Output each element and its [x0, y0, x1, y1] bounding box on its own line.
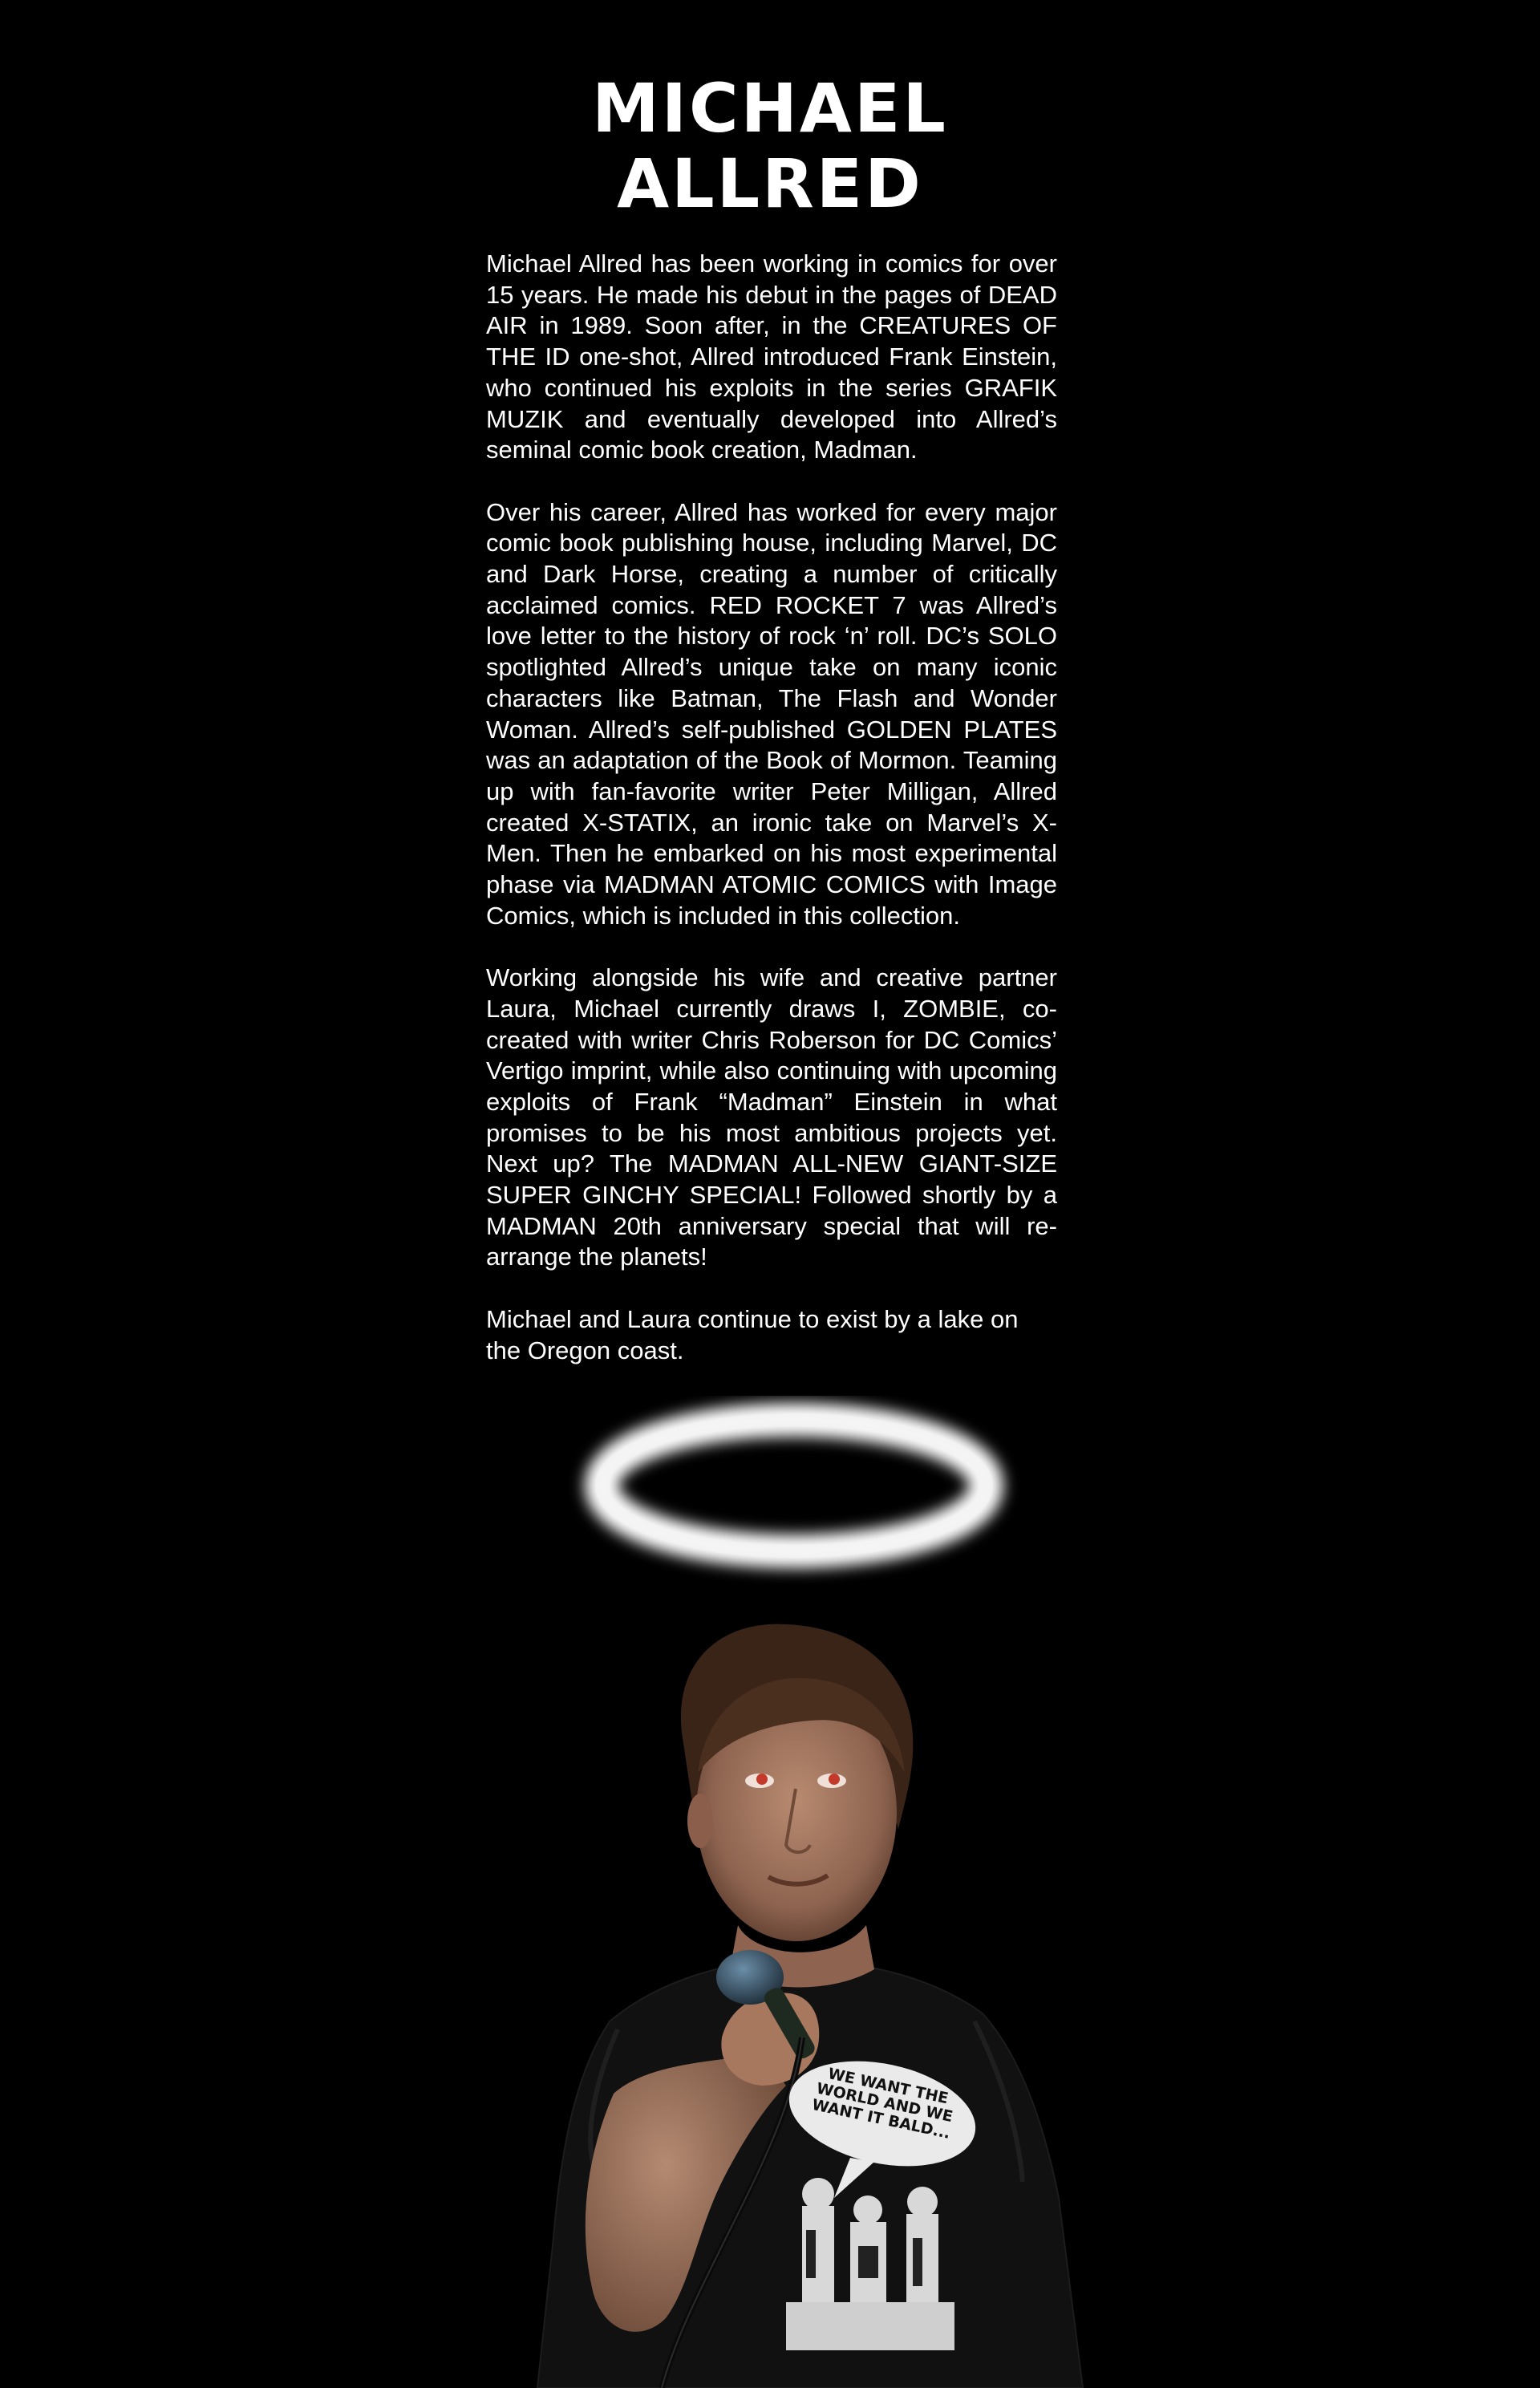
bio-paragraph: Over his career, Allred has worked for every major comic book publishing house, including Marvel, DC and Dark Horse, creating a number of critically acclaimed comics. RED ROCKET 7 was Allred’s love letter to the history of rock ‘n’ roll. DC’s SOLO spotlighted Allred’s unique take on many iconic characters like Batman, The Flash and Wonder Woman. Allred’s self-published GOLDEN PLATES was an adaptation of the Book of Mormon. Teaming up with fan-favorite writer Peter Milligan, Allred created X-STATIX, an ironic take on Marvel’s X-Men. Then he embarked on his most experimental phase via MADMAN ATOMIC COMICS with Image Comics, which is included in this collection. — [486, 497, 1057, 930]
shirt-text: WE WANT THE WORLD AND WE WANT IT BALD... — [810, 2065, 954, 2143]
title-line-1: MICHAEL — [592, 69, 948, 148]
bio-paragraph: Working alongside his wife and creative partner Laura, Michael currently draws I, ZOMBIE, co-created with writer Chris Roberson for DC Comics’ Vertigo imprint, while also continuing with upcoming exploits of Frank “Madman” Einstein in what promises to be his most ambitious projects yet. Next up? The MADMAN ALL-NEW GIANT-SIZE SUPER GINCHY SPECIAL! Followed shortly by a MADMAN 20th anniversary special that will re-arrange the planets! — [486, 963, 1057, 1271]
title-line-2: ALLRED — [617, 144, 923, 223]
author-photo — [385, 1396, 1187, 2388]
bio-paragraph: Michael and Laura continue to exist by a lake on the Oregon coast. — [486, 1304, 1019, 1364]
biography-text — [486, 249, 1057, 1397]
bio-paragraph: Michael Allred has been working in comics for over 15 years. He made his debut in the pages of DEAD AIR in 1989. Soon after, in the CREATURES OF THE ID one-shot, Allred introduced Frank Einstein, who continued his exploits in the series GRAFIK MUZIK and eventually developed into Allred’s seminal comic book creation, Madman. — [486, 249, 1057, 464]
page-title — [0, 71, 1540, 221]
